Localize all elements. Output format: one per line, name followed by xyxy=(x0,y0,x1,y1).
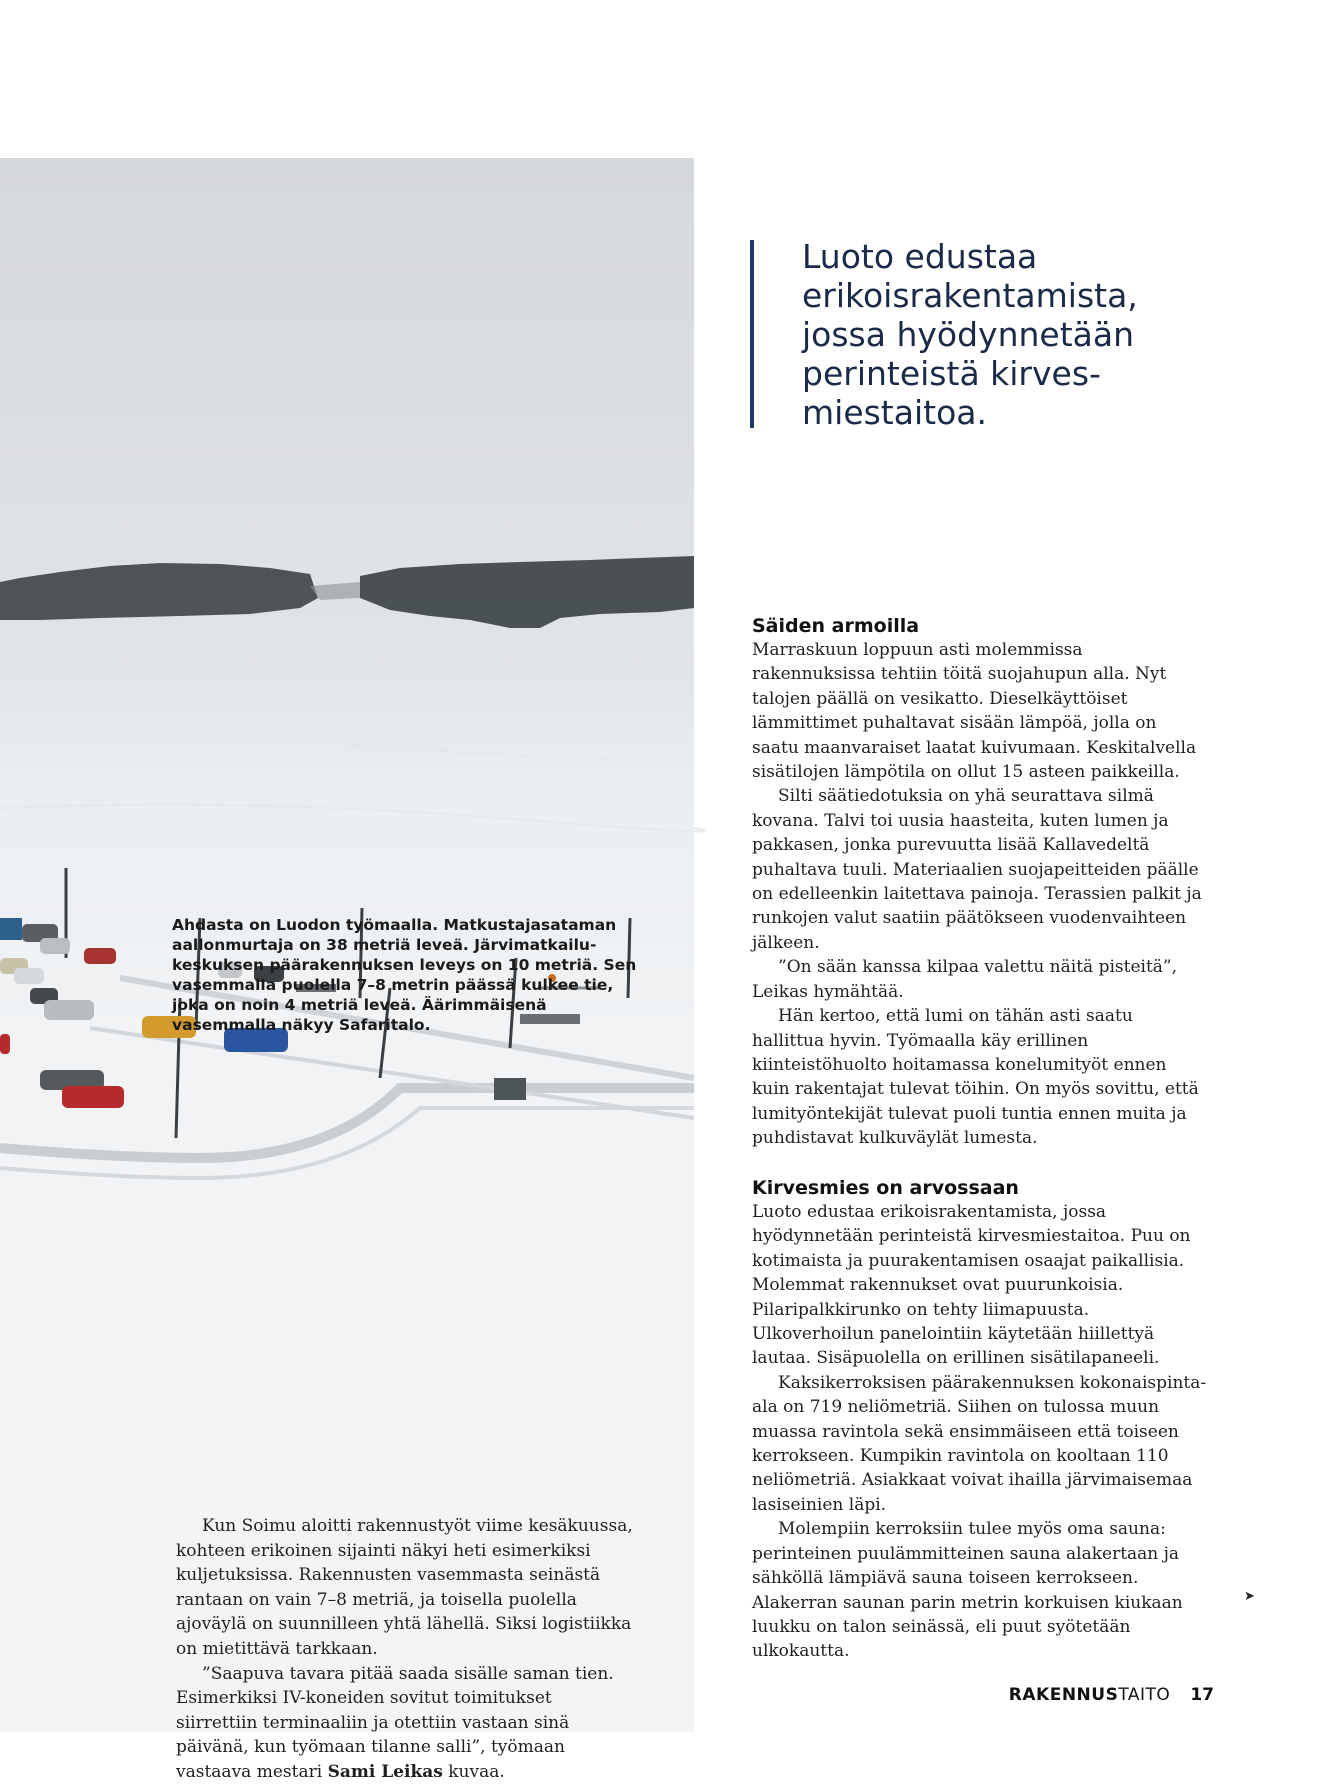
pull-quote xyxy=(750,237,1202,432)
body-paragraph: Kaksikerroksisen päärakennuksen kokonaispinta-ala on 719 neliömetriä. Siihen on tulossa muun muassa ravintola sekä ensimmäiseen että toiseen kerrokseen. Kumpikin ravintola on kooltaan 110 neliömetriä. Asiakkaat voivat ihailla järvimaisemaa lasiseinien läpi. xyxy=(752,1372,1207,1515)
photo-caption: Ahdasta on Luodon työmaalla. Matkustajasataman aallonmurtaja on 38 metriä leveä. Järvimatkailukeskuksen päärakennuksen leveys on 10 metriä. Sen vasemmalla puolella 7–8 metrin päässä kulkee tie, joka on noin 4 metriä leveä. Äärimmäisenä vasemmalla näkyy Safaritalo. xyxy=(172,916,637,1034)
magazine-brand-bold: RAKENNUS xyxy=(1008,1685,1119,1705)
intro-paragraph-quote xyxy=(176,1662,638,1785)
body-paragraph: Marraskuun loppuun asti molemmissa rakennuksissa tehtiin töitä suojahupun alla. Nyt talojen päällä on vesikatto. Dieselkäyttöiset lämmittimet puhaltavat sisään lämpöä, jolla on saatu maanvaraiset laatat kuivumaan. Keskitalvella sisätilojen lämpötila on ollut 15 asteen paikkeilla. xyxy=(752,640,1197,783)
quote-tail: kuvaa. xyxy=(442,1761,505,1782)
section-heading: Kirvesmies on arvossaan xyxy=(752,1177,1019,1199)
aerial-winter-photo xyxy=(0,158,694,1782)
pull-quote-text: Luoto edustaa erikoisrakentamista, jossa hyödynnetään perinteistä kirves- miestaitoa. xyxy=(802,237,1138,432)
section-kirvesmies xyxy=(752,1176,1208,1664)
body-paragraph: Luoto edustaa erikoisrakentamista, jossa hyödynnetään perinteistä kirvesmiestaitoa. Puu on kotimaista ja puurakentamisen osaajat paikallisia. Molemmat rakennukset ovat puurunkoisia. Pilaripalkkirunko on tehty liimapuusta. Ulkoverhoilun panelointiin käytetään hiillettyä lautaa. Sisäpuolella on erillinen sisätilapaneeli. xyxy=(752,1202,1191,1369)
magazine-brand-light: TAITO xyxy=(1118,1685,1171,1705)
continue-arrow-icon: ➤ xyxy=(1244,1589,1255,1604)
intro-paragraph: Kun Soimu aloitti rakennustyöt viime kesäkuussa, kohteen erikoinen sijainti näkyi heti esimerkiksi kuljetuksissa. Rakennusten vasemmasta seinästä rantaan on vain 7–8 metriä, ja toisella puolella ajoväylä on suunnilleen yhtä lähellä. Siksi logistiikka on mietittävä tarkkaan. xyxy=(176,1516,633,1659)
intro-text xyxy=(176,1514,638,1785)
body-paragraph: Hän kertoo, että lumi on tähän asti saatu hallittua hyvin. Työmaalla käy erillinen kiinteistöhuolto hoitamassa konelumityöt ennen kuin rakentajat tulevat töihin. On myös sovittu, että lumityöntekijät tulevat puoli tuntia ennen muita ja puhdistavat kulkuväylät lumesta. xyxy=(752,1006,1199,1149)
body-paragraph: ”On sään kanssa kilpaa valettu näitä pisteitä”, Leikas hymähtää. xyxy=(752,957,1178,1002)
page-footer xyxy=(1009,1685,1214,1705)
quote-text: ”Saapuva tavara pitää saada sisälle saman tien. Esimerkiksi IV-koneiden sovitut toimitukset siirrettiin terminaaliin ja otettiin vastaan sinä päivänä, kun työmaan tilanne salli”, työmaan vastaava mestari xyxy=(176,1663,614,1782)
body-paragraph: Silti säätiedotuksia on yhä seurattava silmä kovana. Talvi toi uusia haasteita, kuten lumen ja pakkasen, jonka purevuutta lisää Kallavedeltä puhaltava tuuli. Materiaalien suojapeitteiden päälle on edelleenkin laitettava painoja. Terassien palkit ja runkojen valut saatiin päätökseen vuodenvaihteen jälkeen. xyxy=(752,786,1202,953)
section-heading: Säiden armoilla xyxy=(752,615,920,637)
person-name: Sami Leikas xyxy=(327,1761,443,1782)
body-paragraph: Molempiin kerroksiin tulee myös oma sauna: perinteinen puulämmitteinen sauna alakertaan ja sähköllä lämpiävä sauna toiseen kerrokseen. Alakerran saunan parin metrin korkuisen kiukaan luukku on talon seinässä, eli puut syötetään ulkokautta. xyxy=(752,1519,1183,1662)
page-number: 17 xyxy=(1190,1685,1214,1705)
section-saiden-armoilla xyxy=(752,614,1208,1151)
